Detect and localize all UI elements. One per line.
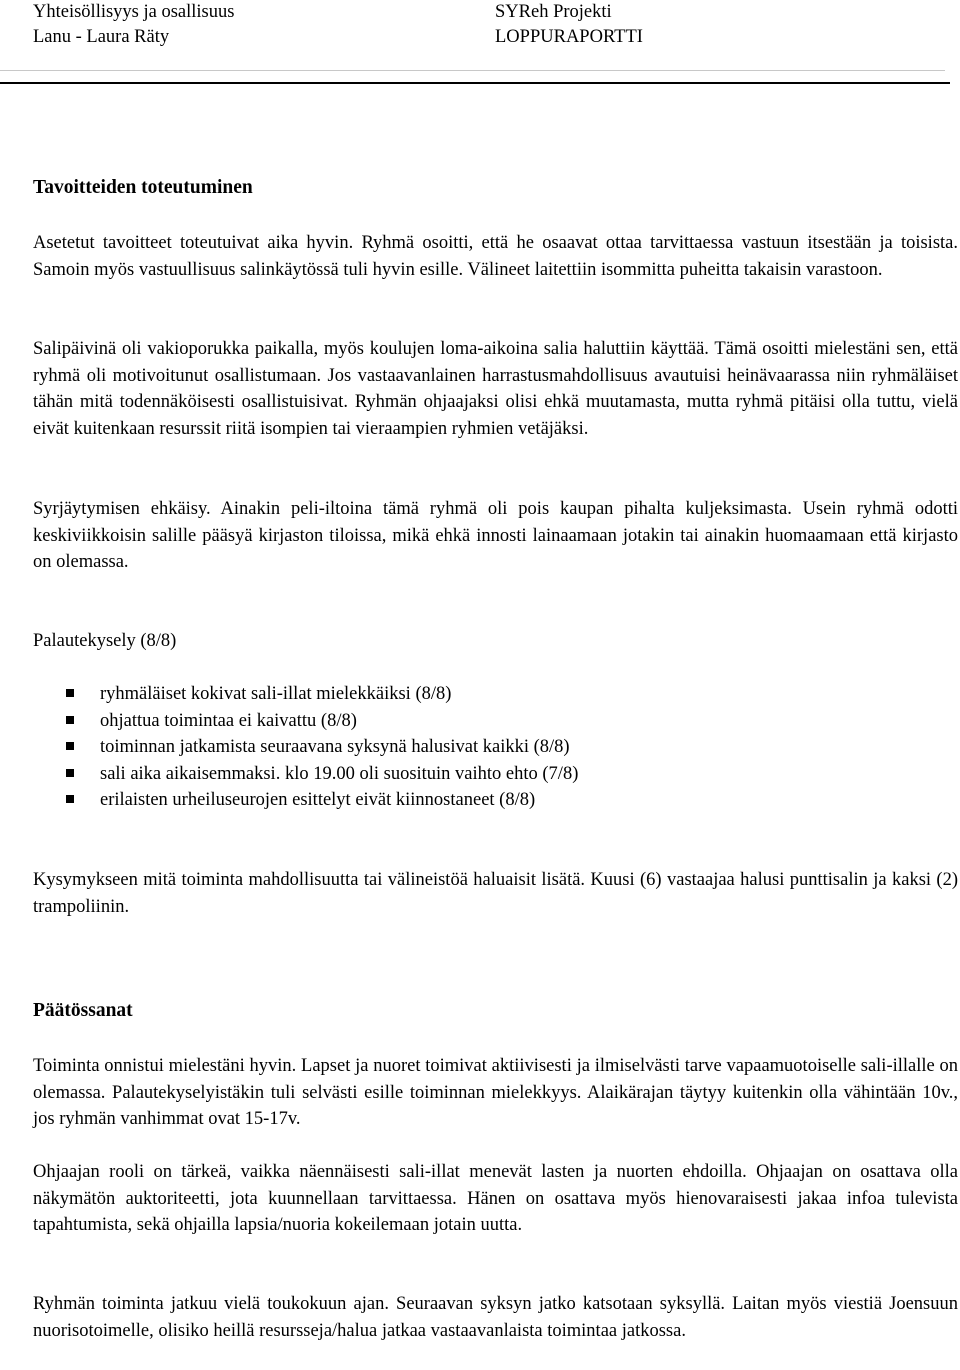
bullet-square-icon xyxy=(66,689,74,697)
list-item: toiminnan jatkamista seuraavana syksynä halusivat kaikki (8/8) xyxy=(33,734,958,761)
section-title-goals: Tavoitteiden toteutuminen xyxy=(33,177,253,198)
paragraph-goals-1: Asetetut tavoitteet toteutuivat aika hyvin. Ryhmä osoitti, että he osaavat ottaa tarvittaessa vastuun itsestään ja toisista. Samoin myös vastuullisuus salinkäytössä tuli hyvin esille. Välineet laitettiin isommitta puheitta takaisin varastoon. xyxy=(33,233,958,280)
header-right xyxy=(495,0,643,50)
bullet-square-icon xyxy=(66,769,74,777)
bullet-square-icon xyxy=(66,742,74,750)
bullet-square-icon xyxy=(66,795,74,803)
header-topic: Yhteisöllisyys ja osallisuus xyxy=(33,2,235,22)
page-header xyxy=(33,0,958,50)
section-title-closing: Päätössanat xyxy=(33,1000,133,1021)
header-left xyxy=(33,0,234,50)
header-divider-thick xyxy=(0,82,950,84)
paragraph-feedback-question: Kysymykseen mitä toiminta mahdollisuutta tai välineistöä haluaisit lisätä. Kuusi (6) vastaajaa halusi punttisalin ja kaksi (2) trampoliinin. xyxy=(33,870,958,917)
paragraph-closing-3: Ryhmän toiminta jatkuu vielä toukokuun ajan. Seuraavan syksyn jatko katsotaan syksyllä. Laitan myös viestiä Joensuun nuorisotoimelle, olisiko heillä resursseja/halua jatkaa vastaavanlaista toimintaa jatkossa. xyxy=(33,1294,958,1341)
feedback-list xyxy=(33,681,958,814)
header-author: Lanu - Laura Räty xyxy=(33,27,170,47)
paragraph-goals-2: Salipäivinä oli vakioporukka paikalla, myös koulujen loma-aikoina salia haluttiin käyttää. Tämä osoitti mielestäni sen, että ryhmä oli motivoitunut osallistumaan. Jos vastaavanlainen harrastusmahdollisuus avautuisi heinävaarassa niin ryhmäläiset tähän mitä todennäköisesti osallistuisivat. Ryhmän ohjaajaksi olisi ehkä muutamasta, mutta ryhmä pitäisi olla tuttu, vielä eivät kuitenkaan resurssit riitä isompien tai vieraampien ryhmien vetäjäksi. xyxy=(33,339,958,439)
bullet-square-icon xyxy=(66,716,74,724)
paragraph-closing-2: Ohjaajan rooli on tärkeä, vaikka näennäisesti sali-illat menevät lasten ja nuorten ehdoilla. Ohjaajan on osattava olla näkymätön auktoriteetti, jota kuunnellaan tarvittaessa. Hänen on osattava myös hienovaraisesti jakaa infoa tulevista tapahtumista, sekä ohjailla lapsia/nuoria kokeilemaan jotain uutta. xyxy=(33,1162,958,1235)
header-project: SYReh Projekti xyxy=(495,2,612,22)
list-item: ohjattua toimintaa ei kaivattu (8/8) xyxy=(33,708,958,735)
header-divider-thin xyxy=(0,70,945,71)
header-report-type: LOPPURAPORTTI xyxy=(495,27,643,47)
list-item: sali aika aikaisemmaksi. klo 19.00 oli suosituin vaihto ehto (7/8) xyxy=(33,761,958,788)
list-item: ryhmäläiset kokivat sali-illat mielekkäiksi (8/8) xyxy=(33,681,958,708)
paragraph-closing-1: Toiminta onnistui mielestäni hyvin. Lapset ja nuoret toimivat aktiivisesti ja ilmiselvästi tarve vapaamuotoiselle sali-illalle on olemassa. Palautekyselyistäkin tuli selvästi esille toiminnan mielekkyys. Alaikärajan täytyy kuitenkin olla vähintään 10v., jos ryhmän vanhimmat ovat 15-17v. xyxy=(33,1056,958,1129)
paragraph-goals-3: Syrjäytymisen ehkäisy. Ainakin peli-iltoina tämä ryhmä oli pois kaupan pihalta kuljeksimasta. Usein ryhmä odotti keskiviikkoisin salille pääsyä kirjaston tiloissa, mikä ehkä innosti lainaamaan jotakin tai ainakin huomaamaan että kirjasto on olemassa. xyxy=(33,499,958,572)
feedback-heading: Palautekysely (8/8) xyxy=(33,631,177,651)
list-item: erilaisten urheiluseurojen esittelyt eivät kiinnostaneet (8/8) xyxy=(33,787,958,814)
